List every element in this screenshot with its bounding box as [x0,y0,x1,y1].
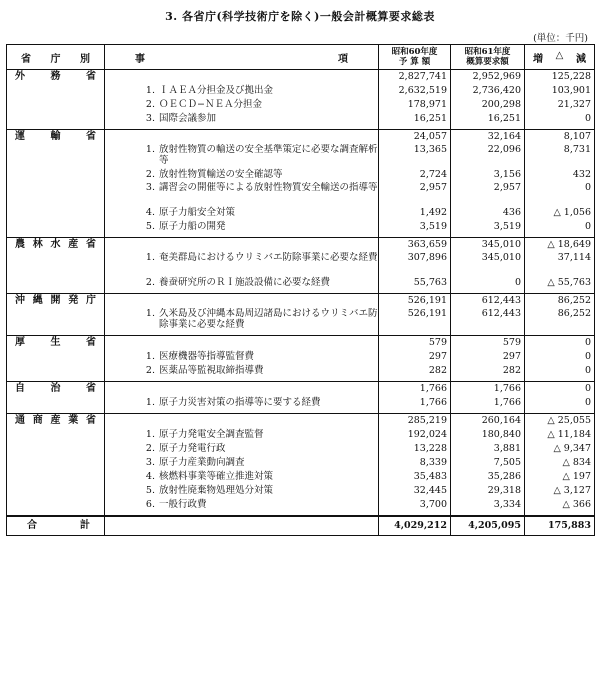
item-fy60: 2,724 [379,168,451,182]
item-cell [105,456,379,470]
table-row [7,364,595,378]
item-diff: 432 [525,168,595,182]
subtotal-diff: 125,228 [525,70,595,85]
item-fy61: 16,251 [451,112,525,126]
item-fy61: 345,010 [451,252,525,276]
item-diff: △ 11,184 [525,428,595,442]
item-fy61: 3,156 [451,168,525,182]
header-row [7,45,595,70]
ministry-name: 通 商 産 業 省 [7,414,105,429]
item-diff: 0 [525,182,595,206]
item-cell [105,428,379,442]
item-number: 2. [145,169,155,180]
item-number: 1. [145,397,155,408]
item-number: 5. [145,485,155,496]
item-fy60: 178,971 [379,98,451,112]
item-diff: 8,731 [525,144,595,168]
subtotal-diff: 8,107 [525,130,595,145]
ministry-subtotal-row [7,238,595,253]
budget-table [6,44,595,536]
item-text: 医薬品等監視取締指導費 [159,365,264,376]
item-fy61: 3,519 [451,220,525,234]
item-diff: 86,252 [525,308,595,332]
item-fy61: 612,443 [451,308,525,332]
subtotal-fy60: 2,827,741 [379,70,451,85]
header-item: 事 項 [105,45,379,70]
ministry-subtotal-row [7,336,595,351]
subtotal-fy60: 526,191 [379,294,451,309]
ministry-subtotal-row [7,414,595,429]
item-fy61: 2,957 [451,182,525,206]
item-fy61: 180,840 [451,428,525,442]
item-cell [105,396,379,410]
item-fy60: 192,024 [379,428,451,442]
item-cell [105,98,379,112]
item-number: 5. [145,221,155,232]
subtotal-fy61: 579 [451,336,525,351]
total-label: 合 計 [7,516,105,536]
item-cell [105,484,379,498]
item-fy60: 13,365 [379,144,451,168]
item-diff: △ 366 [525,498,595,512]
header-ministry: 省 庁 別 [7,45,105,70]
item-fy60: 3,700 [379,498,451,512]
total-fy60: 4,029,212 [379,516,451,536]
item-fy60: 16,251 [379,112,451,126]
subtotal-fy61: 2,952,969 [451,70,525,85]
item-diff: △ 9,347 [525,442,595,456]
item-text: 原子力船安全対策 [159,207,236,218]
item-text: 原子力船の開発 [159,221,226,232]
item-text: 放射性物質の輸送の安全基準策定に必要な調査解析等 [159,144,378,166]
subtotal-fy60: 579 [379,336,451,351]
item-fy60: 32,445 [379,484,451,498]
table-row [7,168,595,182]
table-row [7,308,595,332]
item-text: 放射性廃棄物処理処分対策 [159,485,274,496]
total-row [7,516,595,536]
item-cell [105,144,379,168]
ministry-subtotal-row [7,294,595,309]
item-fy61: 2,736,420 [451,84,525,98]
table-row [7,428,595,442]
item-cell [105,220,379,234]
item-fy60: 2,632,519 [379,84,451,98]
item-number: 6. [145,499,155,510]
subtotal-diff: 86,252 [525,294,595,309]
item-number: 2. [145,365,155,376]
item-text: 原子力災害対策の指導等に要する経費 [159,397,321,408]
item-fy60: 3,519 [379,220,451,234]
table-row [7,470,595,484]
item-text: 原子力発電安全調査監督 [159,429,264,440]
table-row [7,144,595,168]
table-row [7,442,595,456]
item-text: 講習会の開催等による放射性物質安全輸送の指導等 [159,182,378,193]
item-fy61: 297 [451,350,525,364]
table-row [7,252,595,276]
subtotal-fy60: 285,219 [379,414,451,429]
item-fy60: 2,957 [379,182,451,206]
item-diff: 37,114 [525,252,595,276]
item-diff: △ 197 [525,470,595,484]
item-fy60: 8,339 [379,456,451,470]
item-number: 3. [145,457,155,468]
item-diff: 0 [525,364,595,378]
table-row [7,276,595,290]
item-number: 2. [145,277,155,288]
total-fy61: 4,205,095 [451,516,525,536]
item-text: ＯＥＣＤ−ＮＥＡ分担金 [159,99,262,110]
subtotal-diff: 0 [525,382,595,397]
item-text: 放射性物質輸送の安全確認等 [159,169,283,180]
subtotal-fy60: 363,659 [379,238,451,253]
ministry-name: 外 務 省 [7,70,105,85]
table-row [7,84,595,98]
item-text: 一般行政費 [159,499,207,510]
table-row [7,498,595,512]
item-number: 2. [145,99,155,110]
item-number: 4. [145,471,155,482]
header-diff: 増 △ 減 [525,45,595,70]
subtotal-fy61: 345,010 [451,238,525,253]
subtotal-fy60: 24,057 [379,130,451,145]
item-fy60: 1,766 [379,396,451,410]
item-number: 1. [145,308,155,319]
item-cell [105,498,379,512]
table-row [7,456,595,470]
subtotal-diff: 0 [525,336,595,351]
item-text: 国際会議参加 [159,113,217,124]
item-cell [105,112,379,126]
item-cell [105,84,379,98]
item-fy61: 200,298 [451,98,525,112]
subtotal-fy61: 1,766 [451,382,525,397]
table-row [7,112,595,126]
item-diff: 103,901 [525,84,595,98]
item-number: 1. [145,429,155,440]
item-text: 医療機器等指導監督費 [159,351,255,362]
item-fy60: 55,763 [379,276,451,290]
item-fy61: 22,096 [451,144,525,168]
header-fy61: 昭和61年度 概算要求額 [451,45,525,70]
subtotal-diff: △ 18,649 [525,238,595,253]
subtotal-fy61: 612,443 [451,294,525,309]
item-cell [105,308,379,332]
table-row [7,484,595,498]
item-fy60: 526,191 [379,308,451,332]
item-fy60: 297 [379,350,451,364]
item-text: 原子力産業動向調査 [159,457,245,468]
item-fy61: 29,318 [451,484,525,498]
header-fy60: 昭和60年度 予 算 額 [379,45,451,70]
item-cell [105,206,379,220]
subtotal-fy61: 32,164 [451,130,525,145]
table-row [7,206,595,220]
item-number: 3. [145,182,155,193]
item-fy61: 7,505 [451,456,525,470]
item-diff: △ 834 [525,456,595,470]
document-title: 3. 各省庁(科学技術庁を除く)一般会計概算要求総表 [165,10,435,23]
table-row [7,98,595,112]
table-row [7,350,595,364]
item-fy60: 13,228 [379,442,451,456]
item-number: 1. [145,85,155,96]
subtotal-fy61: 260,164 [451,414,525,429]
item-number: 1. [145,252,155,263]
table-row [7,396,595,410]
ministry-name: 自 治 省 [7,382,105,397]
item-fy60: 1,492 [379,206,451,220]
item-cell [105,442,379,456]
ministry-name: 沖 縄 開 発 庁 [7,294,105,309]
subtotal-fy60: 1,766 [379,382,451,397]
table-row [7,182,595,206]
item-text: 養蚕研究所のＲＩ施設設備に必要な経費 [159,277,331,288]
item-diff: 0 [525,112,595,126]
item-text: ＩＡＥＡ分担金及び拠出金 [159,85,274,96]
item-text: 奄美群島におけるウリミバエ防除事業に必要な経費 [159,252,378,263]
item-diff: 0 [525,350,595,364]
item-text: 核燃料事業等確立推進対策 [159,471,274,482]
item-diff: 0 [525,220,595,234]
item-number: 1. [145,144,155,155]
item-fy61: 1,766 [451,396,525,410]
item-text: 原子力発電行政 [159,443,226,454]
ministry-name: 農 林 水 産 省 [7,238,105,253]
item-fy61: 3,334 [451,498,525,512]
item-diff: △ 55,763 [525,276,595,290]
ministry-name: 厚 生 省 [7,336,105,351]
item-fy61: 35,286 [451,470,525,484]
ministry-subtotal-row [7,70,595,85]
item-fy61: 282 [451,364,525,378]
item-cell [105,470,379,484]
unit-label: (単位：千円) [533,33,588,44]
item-diff: 21,327 [525,98,595,112]
item-number: 1. [145,351,155,362]
item-cell [105,350,379,364]
item-diff: △ 3,127 [525,484,595,498]
item-fy61: 0 [451,276,525,290]
item-cell [105,168,379,182]
item-fy60: 35,483 [379,470,451,484]
subtotal-diff: △ 25,055 [525,414,595,429]
item-cell [105,276,379,290]
table-row [7,220,595,234]
ministry-name: 運 輸 省 [7,130,105,145]
item-diff: △ 1,056 [525,206,595,220]
total-diff: 175,883 [525,516,595,536]
item-cell [105,182,379,206]
item-diff: 0 [525,396,595,410]
item-number: 3. [145,113,155,124]
item-fy61: 436 [451,206,525,220]
ministry-subtotal-row [7,130,595,145]
item-fy60: 282 [379,364,451,378]
item-cell [105,364,379,378]
item-cell [105,252,379,276]
item-number: 4. [145,207,155,218]
item-fy61: 3,881 [451,442,525,456]
item-text: 久米島及び沖縄本島周辺諸島におけるウリミバエ防除事業に必要な経費 [159,308,378,330]
item-number: 2. [145,443,155,454]
item-fy60: 307,896 [379,252,451,276]
ministry-subtotal-row [7,382,595,397]
